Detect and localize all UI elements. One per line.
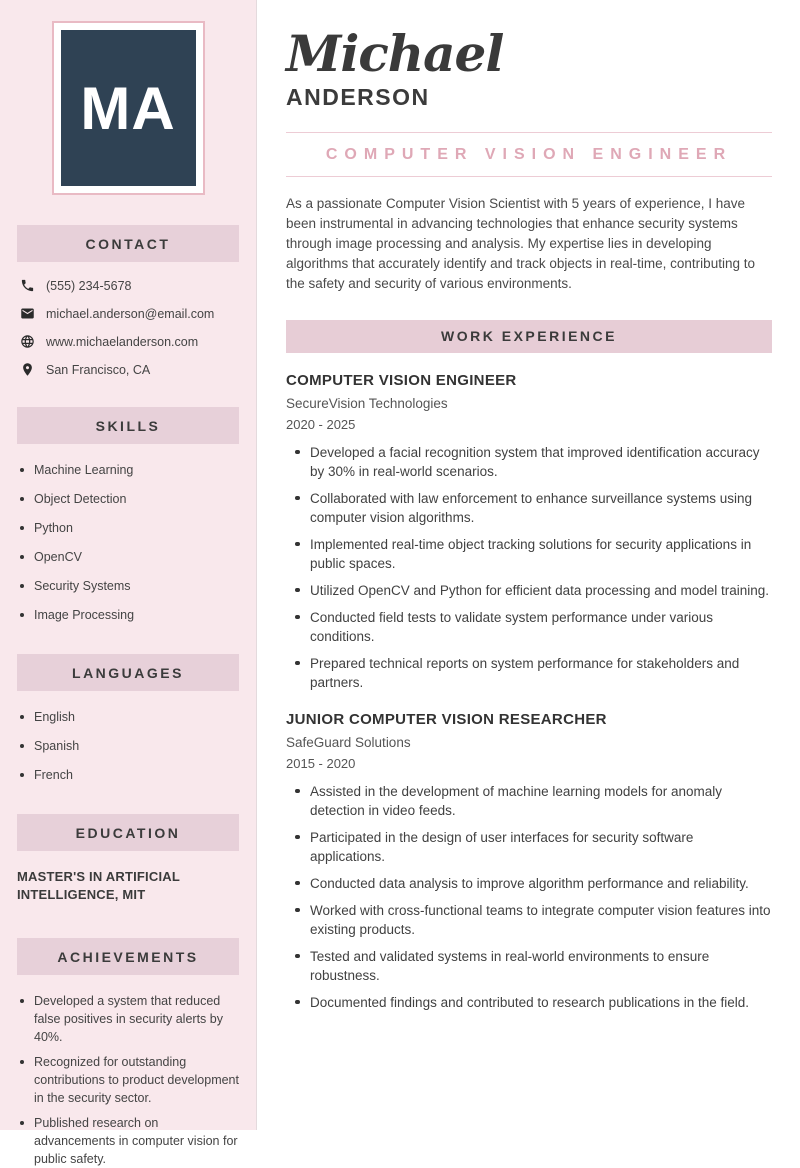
- achievement-item: Developed a system that reduced false positives in security alerts by 40%.: [34, 992, 256, 1046]
- job-company: SafeGuard Solutions: [286, 734, 411, 750]
- contact-row-website: [20, 334, 242, 349]
- job-bullet: Tested and validated systems in real-world environments to ensure robustness.: [310, 947, 772, 985]
- skill-item: Python: [34, 519, 256, 537]
- contact-email-text: michael.anderson@email.com: [46, 306, 215, 321]
- skills-section-header: SKILLS: [17, 407, 239, 444]
- contact-row-phone: [20, 278, 242, 293]
- language-item: French: [34, 766, 256, 784]
- job-bullet: Collaborated with law enforcement to enhance surveillance systems using computer vision algorithms.: [310, 489, 772, 527]
- job-bullet: Implemented real-time object tracking solutions for security applications in public spaces.: [310, 535, 772, 573]
- job-company: SecureVision Technologies: [286, 395, 448, 411]
- achievements-list: [0, 992, 256, 1168]
- job-bullet: Worked with cross-functional teams to integrate computer vision features into existing products.: [310, 902, 771, 937]
- achievements-section-header: ACHIEVEMENTS: [17, 938, 239, 975]
- job-entry: [286, 372, 772, 692]
- education-section-header: EDUCATION: [17, 814, 239, 851]
- job-bullet-list: [286, 443, 772, 692]
- contact-location-text: San Francisco, CA: [46, 362, 151, 377]
- sidebar: [0, 0, 257, 1166]
- languages-list: [0, 708, 256, 784]
- last-name: ANDERSON: [286, 83, 430, 110]
- skill-item: Image Processing: [34, 606, 256, 624]
- job-bullet-list: [286, 782, 772, 1012]
- skill-item: Security Systems: [34, 577, 256, 595]
- skill-item: OpenCV: [34, 548, 256, 566]
- work-experience-header: WORK EXPERIENCE: [286, 320, 772, 353]
- job-dates: 2015 - 2020: [286, 755, 356, 771]
- skills-list: [0, 461, 256, 624]
- skill-item: Object Detection: [34, 490, 256, 508]
- globe-icon: [20, 334, 35, 349]
- contact-row-email: [20, 306, 242, 321]
- contact-website-text: www.michaelanderson.com: [46, 334, 199, 349]
- job-bullet: Utilized OpenCV and Python for efficient data processing and model training.: [310, 581, 772, 600]
- job-bullet: Developed a facial recognition system that improved identification accuracy by 30% in real-world scenarios.: [310, 443, 772, 481]
- achievement-item: Published research on advancements in computer vision for public safety.: [34, 1114, 256, 1168]
- job-title: JUNIOR COMPUTER VISION RESEARCHER: [286, 710, 607, 728]
- job-bullet: Assisted in the development of machine learning models for anomaly detection in video feeds.: [310, 782, 772, 820]
- achievement-item: Recognized for outstanding contributions to product development in the security sector.: [34, 1053, 256, 1107]
- job-bullet: Prepared technical reports on system performance for stakeholders and partners.: [310, 654, 772, 692]
- location-icon: [20, 362, 35, 377]
- job-bullet: Participated in the design of user interfaces for security software applications.: [310, 828, 772, 866]
- first-name: Michael: [286, 24, 504, 83]
- job-bullet: Conducted data analysis to improve algorithm performance and reliability.: [310, 874, 772, 893]
- divider: [286, 176, 772, 177]
- job-bullet: Documented findings and contributed to research publications in the field.: [310, 993, 772, 1012]
- phone-icon: [20, 278, 35, 293]
- summary-paragraph: As a passionate Computer Vision Scientist with 5 years of experience, I have been instrumental in advancing technologies that enhance security systems through image processing and analysis. My expertise lies in developing algorithms that accurately identify and track objects in real-time, contributing to the safety and security of various environments.: [286, 195, 755, 291]
- job-dates: 2020 - 2025: [286, 416, 356, 432]
- monogram-frame: [52, 21, 205, 195]
- main-content: [258, 0, 800, 1130]
- professional-title: COMPUTER VISION ENGINEER: [325, 145, 733, 163]
- language-item: Spanish: [34, 737, 256, 755]
- monogram: MA: [61, 30, 196, 186]
- job-entry: [286, 711, 772, 1012]
- language-item: English: [34, 708, 256, 726]
- job-title: COMPUTER VISION ENGINEER: [286, 371, 517, 389]
- contact-section-header: CONTACT: [17, 225, 239, 262]
- skill-item: Machine Learning: [34, 461, 256, 479]
- contact-row-location: [20, 362, 242, 377]
- divider: [286, 132, 772, 133]
- languages-section-header: LANGUAGES: [17, 654, 239, 691]
- email-icon: [20, 306, 35, 321]
- contact-list: [0, 278, 256, 377]
- contact-phone-text: (555) 234-5678: [46, 278, 132, 293]
- education-degree: MASTER'S IN ARTIFICIAL INTELLIGENCE, MIT: [17, 869, 180, 902]
- job-bullet: Conducted field tests to validate system performance under various conditions.: [310, 608, 772, 646]
